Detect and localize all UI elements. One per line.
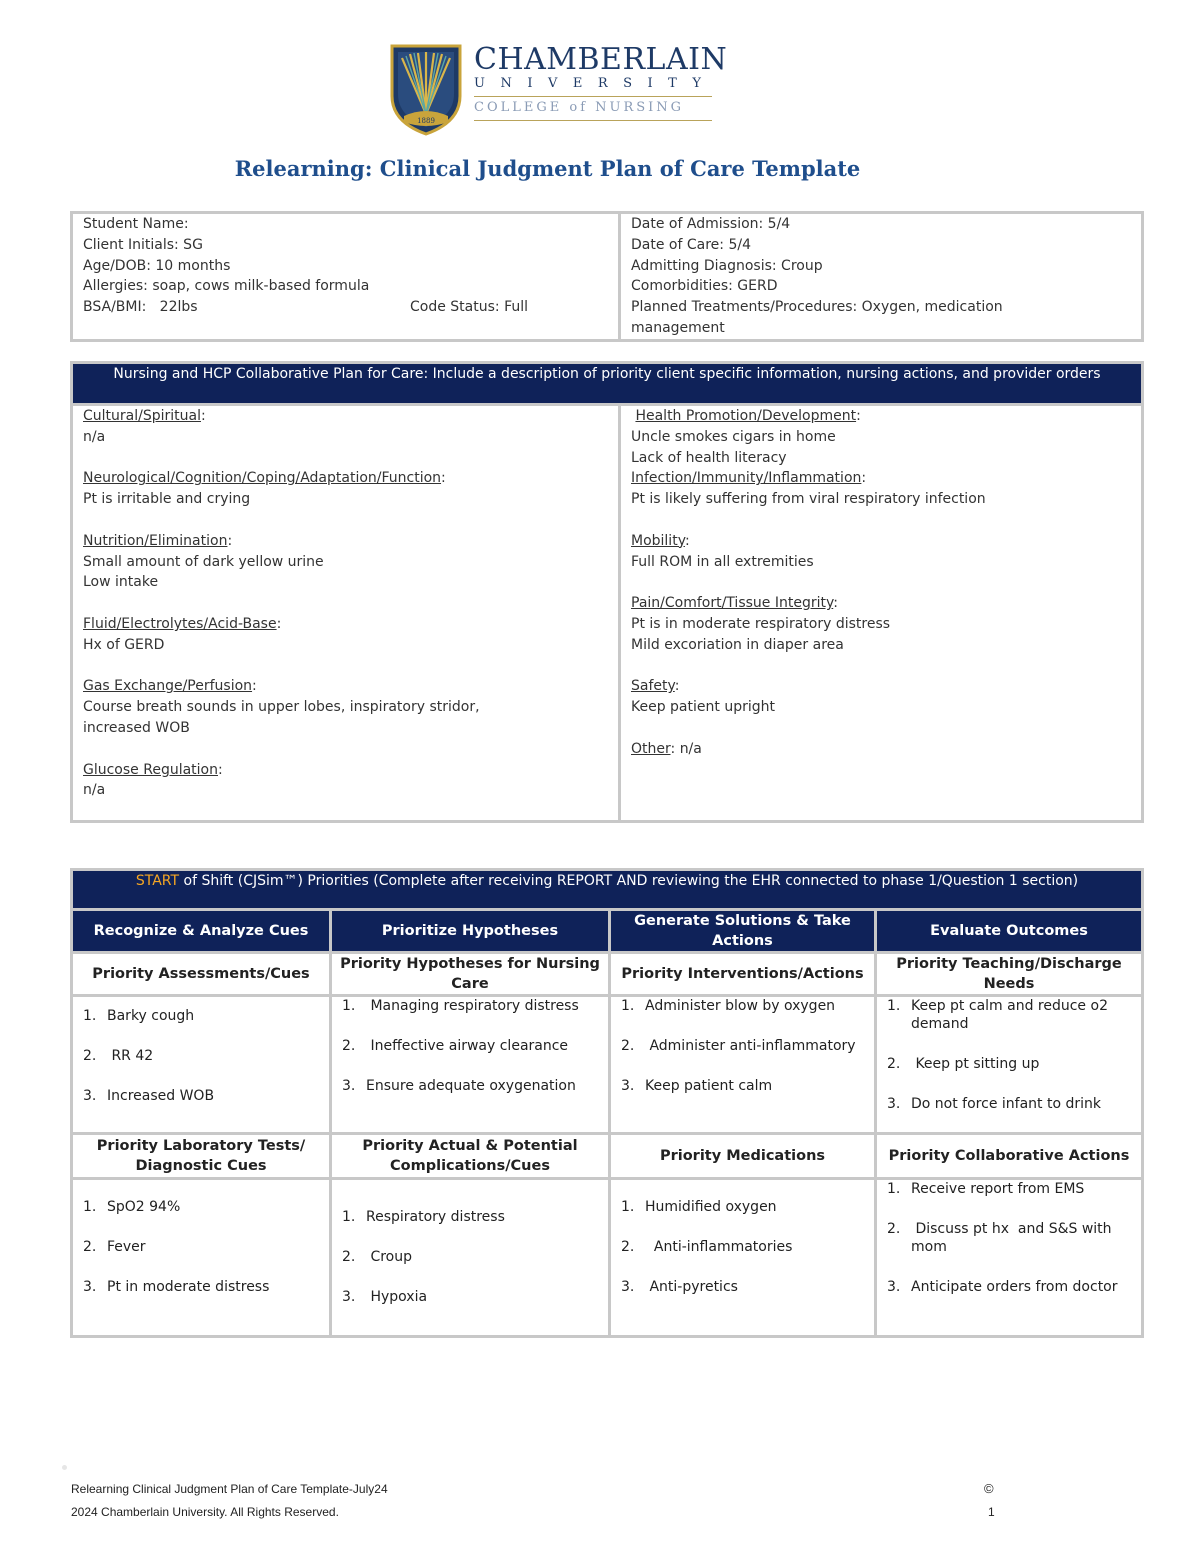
neuro-value: Pt is irritable and crying xyxy=(83,491,251,508)
list-item: 3. Keep patient calm xyxy=(621,1078,773,1094)
client-info-right xyxy=(620,213,1143,341)
nutrition-value-1: Small amount of dark yellow urine xyxy=(83,553,324,570)
sub-teaching: Priority Teaching/Discharge Needs xyxy=(876,953,1143,996)
interventions-list xyxy=(610,996,876,1134)
start-label: START xyxy=(135,873,180,889)
collab-left-column: Cultural/Spiritual: n/a Neurological/Cognition/Coping/Adaptation/Function: Pt is irritable and crying Nutrition/Elimination: Small amount of dark yellow urine Low intake Fluid/Electrolytes/Acid-Base: Hx of GERD Gas Exchange/Perfusion: Course breath sounds in upper lobes, inspiratory stridor, increased WOB Glucose Regulation: n/a xyxy=(72,405,620,822)
bsa-code-row xyxy=(83,297,608,318)
gas-value-1: Course breath sounds in upper lobes, inspiratory stridor, xyxy=(83,699,480,716)
collaborative-plan-header: Nursing and HCP Collaborative Plan for Care: Include a description of priority client specific information, nursing actions, and provider orders xyxy=(72,363,1143,405)
fluid-value: Hx of GERD xyxy=(83,636,165,653)
client-initials: Client Initials: SG xyxy=(83,236,203,253)
shift-priorities-table xyxy=(70,868,1144,1338)
other-value: n/a xyxy=(679,740,702,757)
list-item: 3. Hypoxia xyxy=(342,1289,428,1305)
glucose-value: n/a xyxy=(83,782,106,799)
glucose-heading: Glucose Regulation xyxy=(83,761,218,778)
list-item: 1. Administer blow by oxygen xyxy=(621,998,836,1014)
pain-heading: Pain/Comfort/Tissue Integrity xyxy=(631,595,834,612)
logo-name: CHAMBERLAIN xyxy=(474,42,728,77)
shift-priorities-header xyxy=(72,870,1143,910)
sub-assessments: Priority Assessments/Cues xyxy=(72,953,331,996)
list-item: 3. Pt in moderate distress xyxy=(83,1279,270,1295)
mobility-value: Full ROM in all extremities xyxy=(631,553,814,570)
logo-divider-2 xyxy=(474,120,712,121)
sub-complications: Priority Actual & Potential Complications/Cues xyxy=(331,1134,610,1179)
copyright-icon: © xyxy=(984,1481,994,1496)
safety-value: Keep patient upright xyxy=(631,699,775,716)
footer-rights: 2024 Chamberlain University. All Rights Reserved. xyxy=(71,1505,339,1519)
hypotheses-list xyxy=(331,996,610,1134)
cultural-heading: Cultural/Spiritual xyxy=(83,408,201,424)
list-item: 2. Anti-inflammatories xyxy=(621,1239,793,1255)
col-generate: Generate Solutions & Take Actions xyxy=(610,910,876,953)
student-name: Student Name: xyxy=(83,216,189,232)
list-item: 1. Barky cough xyxy=(83,1008,195,1024)
list-item: 2. Fever xyxy=(83,1239,146,1255)
col-prioritize: Prioritize Hypotheses xyxy=(331,910,610,953)
sub-collaborative: Priority Collaborative Actions xyxy=(876,1134,1143,1179)
client-allergies: Allergies: soap, cows milk-based formula xyxy=(83,278,370,295)
logo-college: COLLEGE of NURSING xyxy=(474,100,685,115)
logo-divider xyxy=(474,96,712,97)
sub-hypotheses: Priority Hypotheses for Nursing Care xyxy=(331,953,610,996)
cultural-value: n/a xyxy=(83,428,106,445)
other-heading: Other xyxy=(631,740,671,757)
teaching-list xyxy=(876,996,1143,1134)
nutrition-heading: Nutrition/Elimination xyxy=(83,532,228,549)
client-age: Age/DOB: 10 months xyxy=(83,257,231,274)
health-value-1: Uncle smokes cigars in home xyxy=(631,428,836,445)
col-recognize: Recognize & Analyze Cues xyxy=(72,910,331,953)
client-info-table xyxy=(70,211,1144,342)
footer-dot xyxy=(62,1465,67,1470)
list-item: 3. Anti-pyretics xyxy=(621,1279,738,1295)
complications-list xyxy=(331,1179,610,1337)
date-care: Date of Care: 5/4 xyxy=(631,236,751,253)
list-item: 1. Managing respiratory distress xyxy=(342,998,579,1014)
list-item: 2. Discuss pt hx and S&S with mom xyxy=(887,1221,1116,1255)
shield-crest-icon xyxy=(390,44,462,136)
mobility-heading: Mobility xyxy=(631,532,685,549)
infection-heading: Infection/Immunity/Inflammation xyxy=(631,470,862,487)
list-item: 1. Respiratory distress xyxy=(342,1209,505,1225)
health-value-2: Lack of health literacy xyxy=(631,449,787,466)
logo-subtitle: UNIVERSITY xyxy=(474,76,717,91)
sub-medications: Priority Medications xyxy=(610,1134,876,1179)
chamberlain-logo xyxy=(390,42,728,136)
shift-header-text: of Shift (CJSim™) Priorities (Complete after receiving REPORT AND reviewing the EHR connected to phase 1/Question 1 section) xyxy=(179,873,1079,889)
client-info-left xyxy=(72,213,620,341)
safety-heading: Safety xyxy=(631,678,675,695)
medications-list xyxy=(610,1179,876,1337)
collab-right-column: Health Promotion/Development: Uncle smokes cigars in home Lack of health literacy Infection/Immunity/Inflammation: Pt is likely suffering from viral respiratory infection Mobility: Full ROM in all extremities Pain/Comfort/Tissue Integrity: Pt is in moderate respiratory distress Mild excoriation in diaper area Safety: Keep patient upright Other: n/a xyxy=(620,405,1143,822)
list-item: 3. Increased WOB xyxy=(83,1088,215,1104)
health-heading: Health Promotion/Development xyxy=(635,408,857,424)
list-item: 2. Ineffective airway clearance xyxy=(342,1038,569,1054)
planned-treatments: Planned Treatments/Procedures: Oxygen, medication xyxy=(631,299,1003,316)
col-evaluate: Evaluate Outcomes xyxy=(876,910,1143,953)
page-number: 1 xyxy=(988,1505,995,1519)
planned-treatments-cont: management xyxy=(631,319,725,336)
logo-year: 1889 xyxy=(417,117,435,125)
page-title: Relearning: Clinical Judgment Plan of Care Template xyxy=(234,156,861,181)
infection-value: Pt is likely suffering from viral respiratory infection xyxy=(631,491,986,508)
list-item: 3. Do not force infant to drink xyxy=(887,1096,1101,1112)
list-item: 1. Receive report from EMS xyxy=(887,1181,1085,1197)
pain-value-2: Mild excoriation in diaper area xyxy=(631,636,844,653)
sub-interventions: Priority Interventions/Actions xyxy=(610,953,876,996)
gas-heading: Gas Exchange/Perfusion xyxy=(83,678,253,695)
list-item: 1. Keep pt calm and reduce o2 demand xyxy=(887,998,1108,1032)
list-item: 2. Keep pt sitting up xyxy=(887,1056,1040,1072)
collaborative-plan-table xyxy=(70,361,1144,823)
date-admission: Date of Admission: 5/4 xyxy=(631,216,791,232)
sub-lab-tests: Priority Laboratory Tests/ Diagnostic Cues xyxy=(72,1134,331,1179)
comorbidities: Comorbidities: GERD xyxy=(631,278,778,295)
footer-template-name: Relearning Clinical Judgment Plan of Care Template-July24 xyxy=(71,1482,388,1496)
admitting-diagnosis: Admitting Diagnosis: Croup xyxy=(631,257,823,274)
pain-value-1: Pt is in moderate respiratory distress xyxy=(631,615,891,632)
list-item: 2. Croup xyxy=(342,1249,412,1265)
code-status: Code Status: Full xyxy=(410,299,529,316)
list-item: 3. Ensure adequate oxygenation xyxy=(342,1078,576,1094)
list-item: 3. Anticipate orders from doctor xyxy=(887,1279,1118,1295)
gas-value-2: increased WOB xyxy=(83,719,190,736)
nutrition-value-2: Low intake xyxy=(83,574,159,591)
list-item: 2. Administer anti-inflammatory xyxy=(621,1038,856,1054)
assessments-list xyxy=(72,996,331,1134)
list-item: 1. SpO2 94% xyxy=(83,1199,181,1215)
list-item: 1. Humidified oxygen xyxy=(621,1199,777,1215)
client-bsa: BSA/BMI: 22lbs xyxy=(83,299,198,316)
collaborative-list xyxy=(876,1179,1143,1337)
lab-tests-list xyxy=(72,1179,331,1337)
neuro-heading: Neurological/Cognition/Coping/Adaptation/Function xyxy=(83,470,442,487)
list-item: 2. RR 42 xyxy=(83,1048,154,1064)
fluid-heading: Fluid/Electrolytes/Acid-Base xyxy=(83,615,277,632)
